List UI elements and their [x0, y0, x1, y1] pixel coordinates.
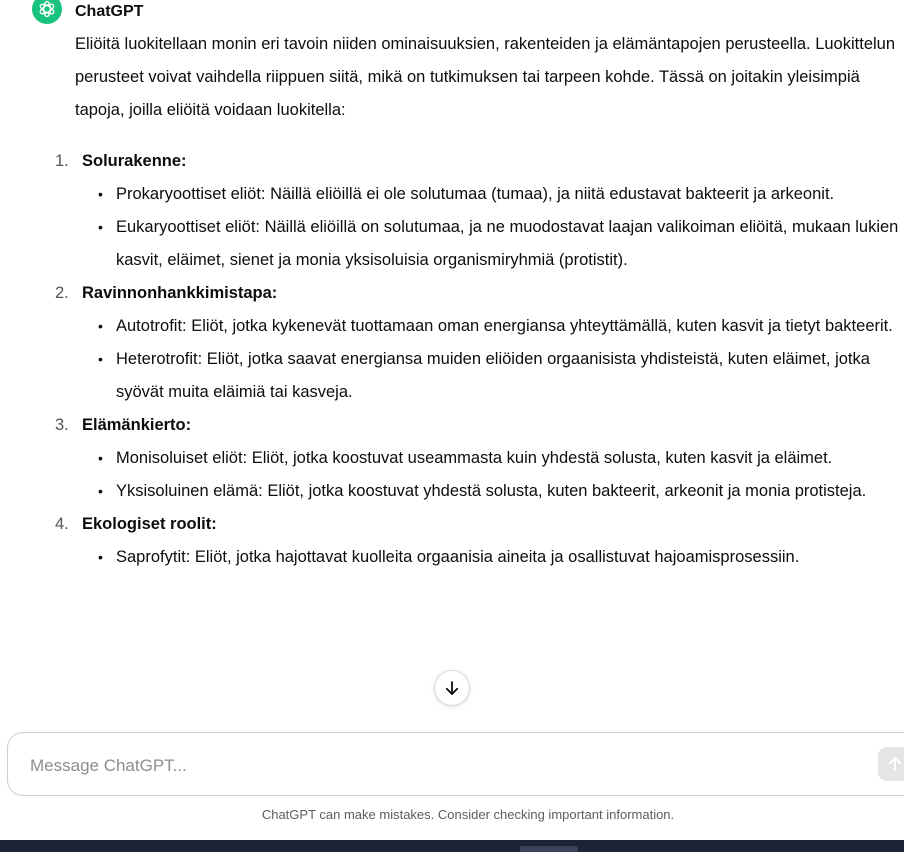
assistant-name: ChatGPT [75, 3, 144, 20]
list-number: 2. [55, 284, 69, 302]
send-button[interactable] [878, 747, 904, 781]
scroll-to-bottom-button[interactable] [434, 670, 470, 706]
list-item [55, 277, 904, 409]
sub-list-item [98, 541, 904, 574]
bullet-text: Autotrofit: Eliöt, jotka kykenevät tuottamaan oman energiansa yhteyttämällä, kuten kasvit ja tietyt bakteerit. [116, 317, 893, 335]
list-item [55, 508, 904, 574]
message-input[interactable] [28, 753, 852, 779]
bullet-text: Prokaryoottiset eliöt: Näillä eliöillä ei ole solutumaa (tumaa), ja niitä edustavat bakteerit ja arkeonit. [116, 185, 835, 203]
message-content [55, 28, 904, 574]
bullet-text: Monisoluiset eliöt: Eliöt, jotka koostuvat useammasta kuin yhdestä solusta, kuten kasvit ja eläimet. [116, 449, 833, 467]
sub-list [82, 178, 904, 277]
bullet-icon: • [98, 351, 103, 367]
bullet-icon: • [98, 549, 103, 565]
list-number: 3. [55, 416, 69, 434]
arrow-down-icon [443, 679, 461, 697]
section-heading: Solurakenne: [82, 152, 187, 170]
openai-logo-icon [32, 0, 62, 24]
section-heading: Elämänkierto: [82, 416, 192, 434]
message-composer[interactable] [7, 732, 904, 796]
sub-list-item [98, 442, 904, 475]
bullet-text: Saprofytit: Eliöt, jotka hajottavat kuolleita orgaanisia aineita ja osallistuvat hajoamisprosessiin. [116, 548, 800, 566]
section-heading: Ekologiset roolit: [82, 515, 217, 533]
sub-list [82, 442, 904, 508]
list-item [55, 409, 904, 508]
sub-list-item [98, 475, 904, 508]
bullet-icon: • [98, 318, 103, 334]
sub-list-item [98, 211, 904, 277]
bullet-icon: • [98, 483, 103, 499]
list-number: 4. [55, 515, 69, 533]
classification-list [55, 145, 904, 574]
bullet-icon: • [98, 450, 103, 466]
sub-list [82, 310, 904, 409]
bullet-icon: • [98, 219, 103, 235]
sub-list-item [98, 310, 904, 343]
taskbar-item[interactable] [520, 846, 578, 852]
disclaimer-text: ChatGPT can make mistakes. Consider checking important information. [261, 807, 675, 822]
bullet-icon: • [98, 186, 103, 202]
bullet-text: Heterotrofit: Eliöt, jotka saavat energiansa muiden eliöiden orgaanisista yhdisteistä, kuten eläimet, jotka syövät muita eläimiä tai kasveja. [116, 350, 870, 401]
sub-list-item [98, 178, 904, 211]
list-item [55, 145, 904, 277]
os-taskbar [0, 840, 904, 852]
section-heading: Ravinnonhankkimistapa: [82, 284, 278, 302]
list-number: 1. [55, 152, 69, 170]
bullet-text: Yksisoluinen elämä: Eliöt, jotka koostuvat yhdestä solusta, kuten bakteerit, arkeonit ja monia protisteja. [116, 482, 867, 500]
sub-list-item [98, 343, 904, 409]
arrow-up-icon [886, 755, 904, 773]
bullet-text: Eukaryoottiset eliöt: Näillä eliöillä on solutumaa, ja ne muodostavat laajan valikoiman eliöitä, mukaan lukien kasvit, eläimet, sienet ja monia yksisoluisia organismiryhmiä (protistit). [116, 218, 899, 269]
sub-list [82, 541, 904, 574]
intro-paragraph: Eliöitä luokitellaan monin eri tavoin niiden ominaisuuksien, rakenteiden ja elämäntapojen perusteella. Luokittelun perusteet voivat vaihdella riippuen siitä, mikä on tutkimuksen tai tarpeen kohde. Tässä on joitakin yleisimpiä tapoja, joilla eliöitä voidaan luokitella: [75, 35, 896, 119]
